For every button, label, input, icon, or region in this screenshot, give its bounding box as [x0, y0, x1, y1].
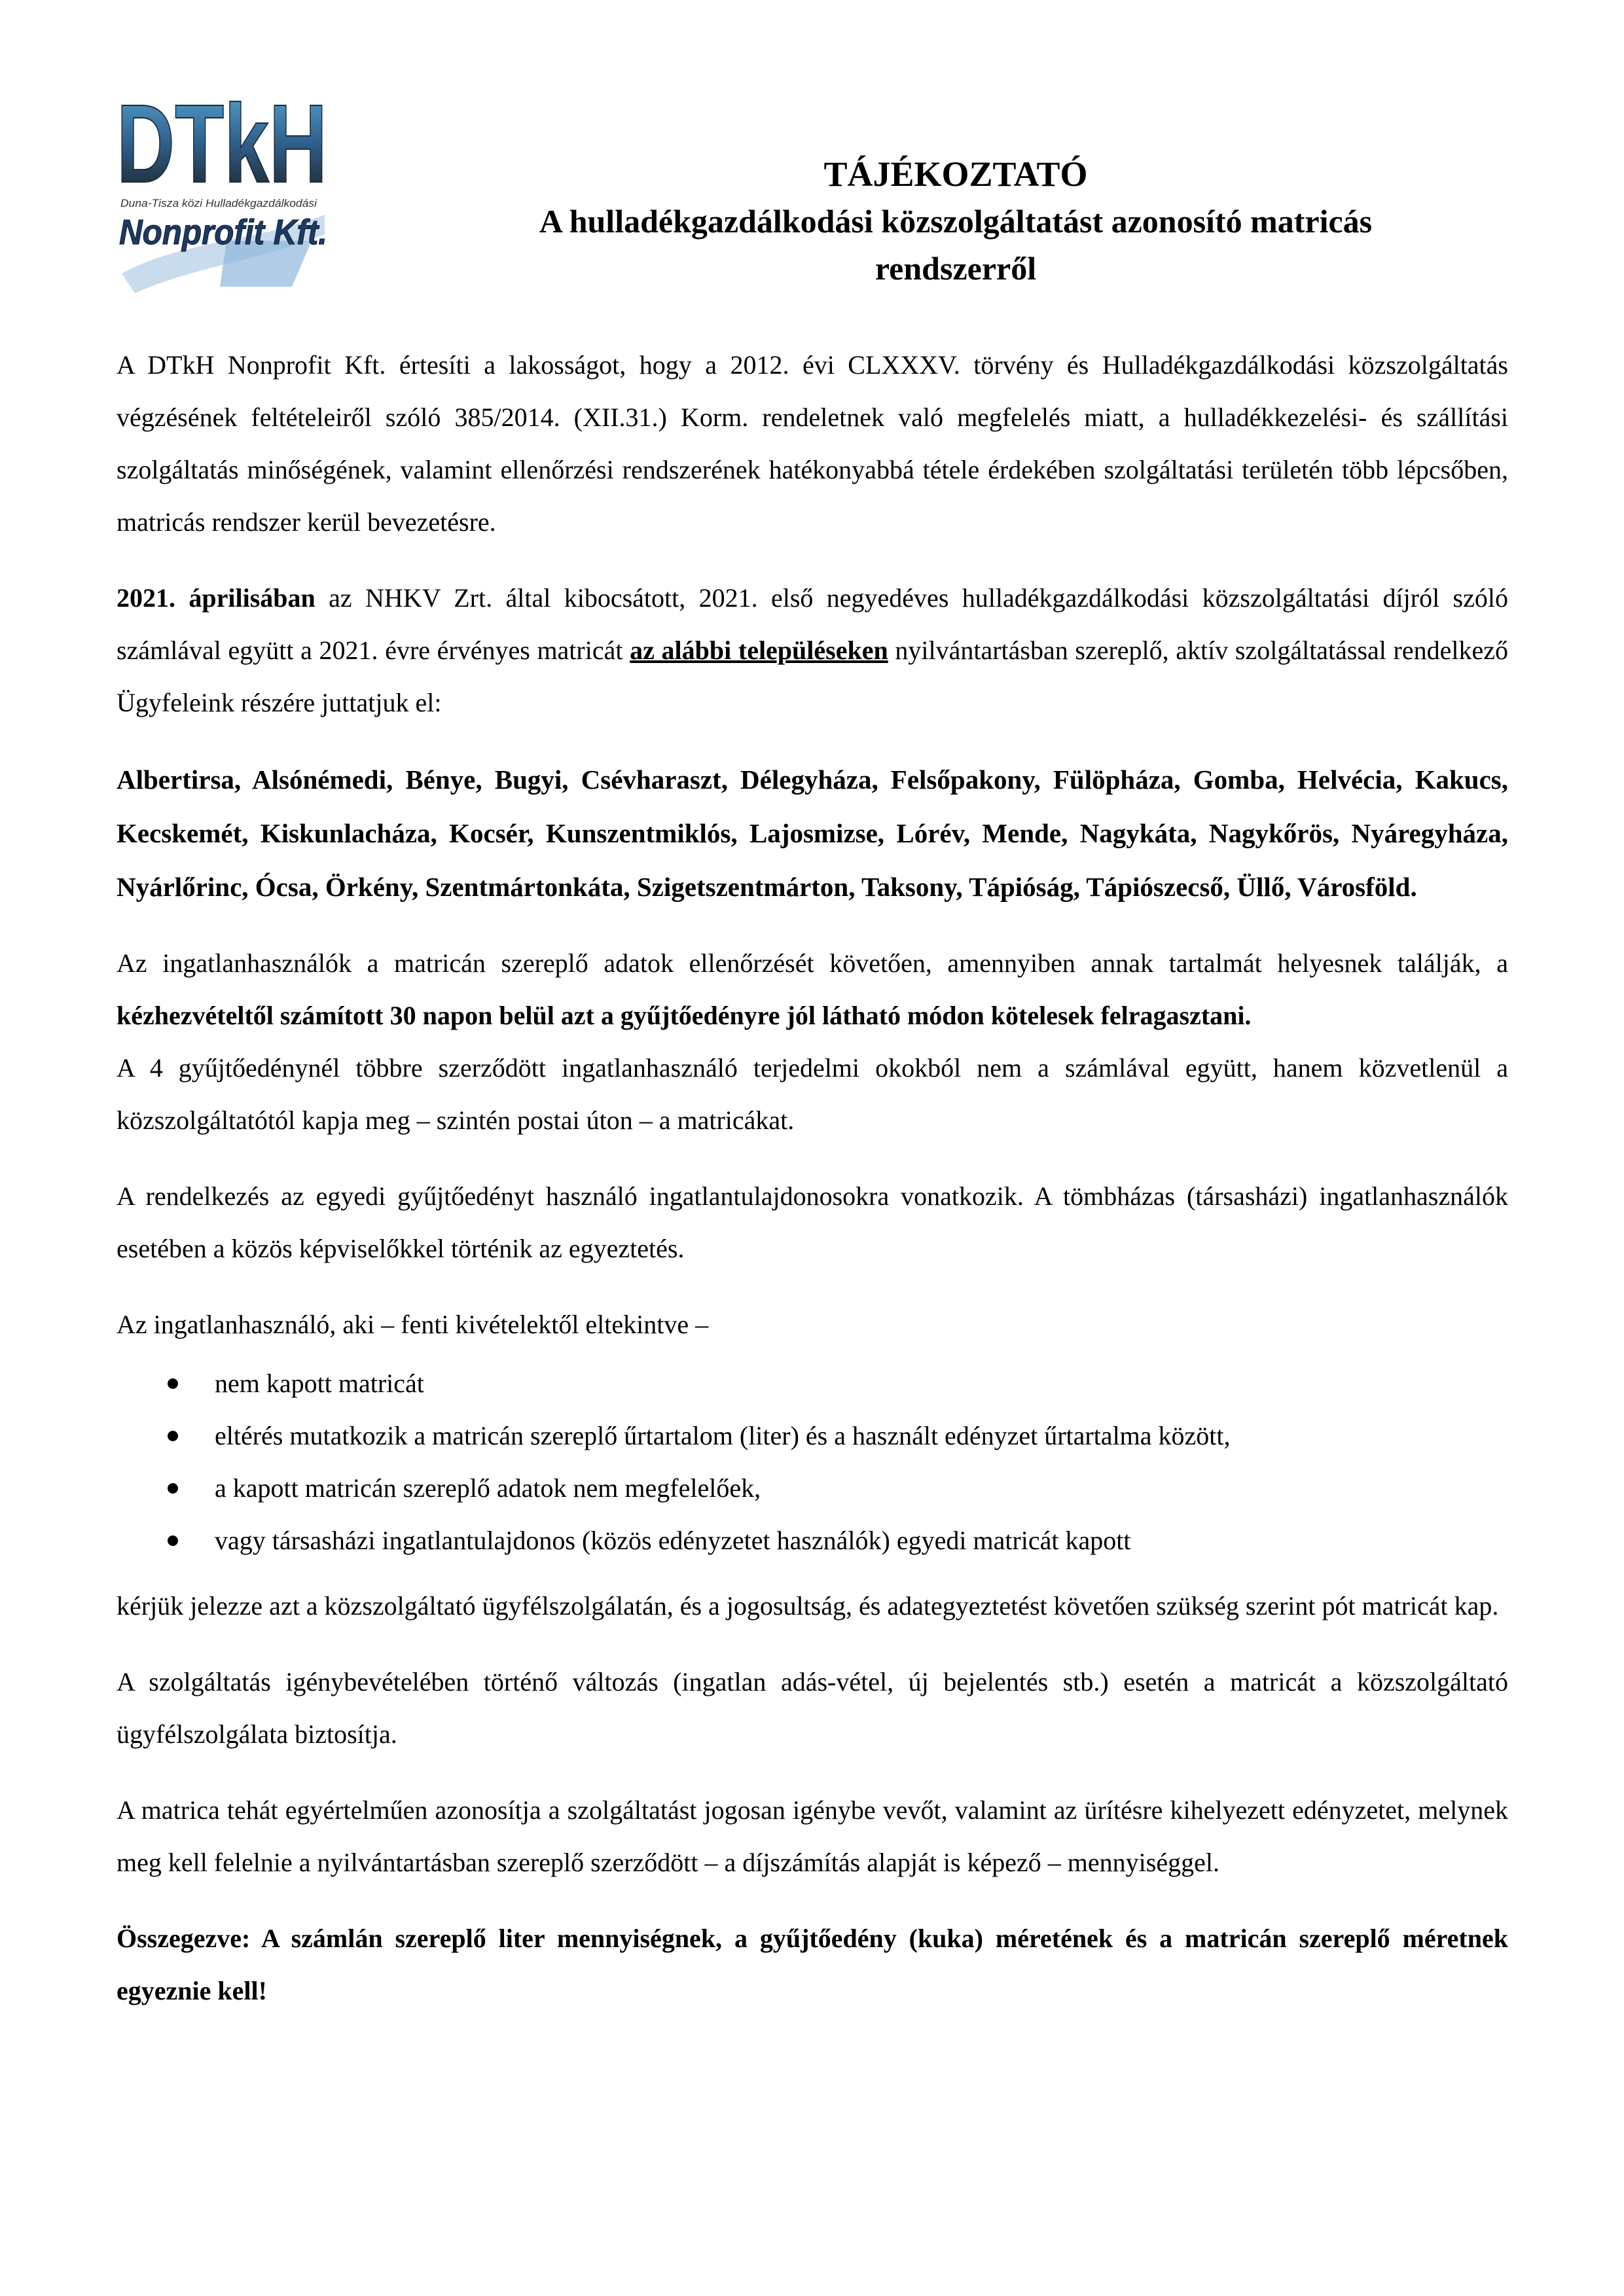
list-item: [117, 1462, 1508, 1515]
intro-paragraph: A DTkH Nonprofit Kft. értesíti a lakosságot, hogy a 2012. évi CLXXXV. törvény és Hulladékgazdálkodási közszolgáltatás végzésének feltételeiről szóló 385/2014. (XII.31.) Korm. rendeletnek való megfelelés miatt, a hulladékkezelési- és szállítási szolgáltatás minőségének, valamint ellenőrzési rendszerének hatékonyabbá tétele érdekében szolgáltatási területén több lépcsőben, matricás rendszer kerül bevezetésre.: [117, 350, 1508, 537]
document-title: TÁJÉKOZTATÓ: [823, 154, 1088, 194]
distribution-paragraph: [117, 572, 1508, 729]
list-item: [117, 1410, 1508, 1462]
bullet-icon: [168, 1431, 178, 1441]
identification-paragraph: A matrica tehát egyértelműen azonosítja a szolgáltatást jogosan igénybe vevőt, valamint az ürítésre kihelyezett edényzetet, melynek meg kell felelnie a nyilvántartásban szereplő szerződött – a díjszámítás alapját is képező – mennyiséggel.: [117, 1795, 1508, 1877]
list-item: [117, 1515, 1508, 1567]
list-item-text: eltérés mutatkozik a matricán szereplő űrtartalom (liter) és a használt edényzet űrtartalma között,: [215, 1421, 1231, 1450]
bullet-icon: [168, 1378, 178, 1389]
multi-container-paragraph: A 4 gyűjtőedénynél többre szerződött ingatlanhasználó terjedelmi okokból nem a számlával együtt, hanem közvetlenül a közszolgáltatótól kapja meg – szintén postai úton – a matricákat.: [117, 1053, 1508, 1135]
condition-intro: Az ingatlanhasználó, aki – fenti kivételektől eltekintve –: [117, 1310, 709, 1339]
logo-company-form: Nonprofit Kft.: [119, 213, 327, 252]
sticker-deadline: kézhezvételtől számított 30 napon belül azt a gyűjtőedényre jól látható módon kötelesek felragasztani.: [117, 1001, 1252, 1030]
scope-paragraph: A rendelkezés az egyedi gyűjtőedényt használó ingatlantulajdonosokra vonatkozik. A tömbházas (társasházi) ingatlanhasználók esetében a közös képviselőkkel történik az egyeztetés.: [117, 1181, 1508, 1263]
company-logo: [115, 77, 331, 293]
condition-list: [117, 1357, 1508, 1567]
sticker-instruction-paragraph: [117, 937, 1508, 1042]
document-subtitle-line1: A hulladékgazdálkodási közszolgáltatást azonosító matricás: [539, 203, 1373, 240]
document-subtitle-line2: rendszerről: [875, 250, 1037, 287]
settlements-list: Albertirsa, Alsónémedi, Bénye, Bugyi, Csévharaszt, Délegyháza, Felsőpakony, Fülöpháza, Gomba, Helvécia, Kakucs, Kecskemét, Kiskunlacháza, Kocsér, Kunszentmiklós, Lajosmizse, Lórév, Mende, Nagykáta, Nagykőrös, Nyáregyháza, Nyárlőrinc, Ócsa, Örkény, Szentmártonkáta, Szigetszentmárton, Taksony, Tápióság, Tápiószecső, Üllő, Városföld.: [117, 764, 1508, 902]
list-item-text: a kapott matricán szereplő adatok nem megfelelőek,: [215, 1473, 761, 1503]
list-item: [117, 1357, 1508, 1410]
summary-paragraph: Összegezve: A számlán szereplő liter mennyiségnek, a gyűjtőedény (kuka) méretének és a matricán szereplő méretnek egyeznie kell!: [117, 1924, 1508, 2005]
sticker-instruction-text: Az ingatlanhasználók a matricán szereplő adatok ellenőrzését követően, amennyiben annak tartalmát helyesnek találják, a: [117, 948, 1508, 978]
distribution-text-b: nyilvántartásban szereplő, aktív szolgáltatással rendelkező Ügyfeleink részére juttatjuk el:: [117, 636, 1509, 717]
list-item-text: nem kapott matricát: [215, 1369, 424, 1398]
logo-graphic: [115, 77, 331, 293]
document-body: [117, 339, 1508, 2041]
distribution-date: 2021. áprilisában: [117, 583, 316, 613]
bullet-icon: [168, 1535, 178, 1546]
distribution-text-a: az NHKV Zrt. által kibocsátott, 2021. első negyedéves hulladékgazdálkodási közszolgáltatási díjról szóló számlával együtt a 2021. évre érvényes matricát: [117, 583, 1508, 665]
document-header: [367, 151, 1545, 292]
bullet-icon: [168, 1483, 178, 1494]
list-item-text: vagy társasházi ingatlantulajdonos (közös edényzetet használók) egyedi matricát kapott: [215, 1526, 1131, 1555]
settlements-underlined: az alábbi településeken: [630, 636, 888, 665]
change-paragraph: A szolgáltatás igénybevételében történő változás (ingatlan adás-vétel, új bejelentés stb.) esetén a matricát a közszolgáltató ügyfélszolgálata biztosítja.: [117, 1667, 1508, 1749]
logo-letters: DTkH: [117, 82, 327, 206]
report-paragraph: kérjük jelezze azt a közszolgáltató ügyfélszolgálatán, és a jogosultság, és adategyeztetést követően szükség szerint pót matricát kap.: [117, 1591, 1499, 1621]
logo-tagline: Duna-Tisza közi Hulladékgazdálkodási: [120, 197, 318, 209]
